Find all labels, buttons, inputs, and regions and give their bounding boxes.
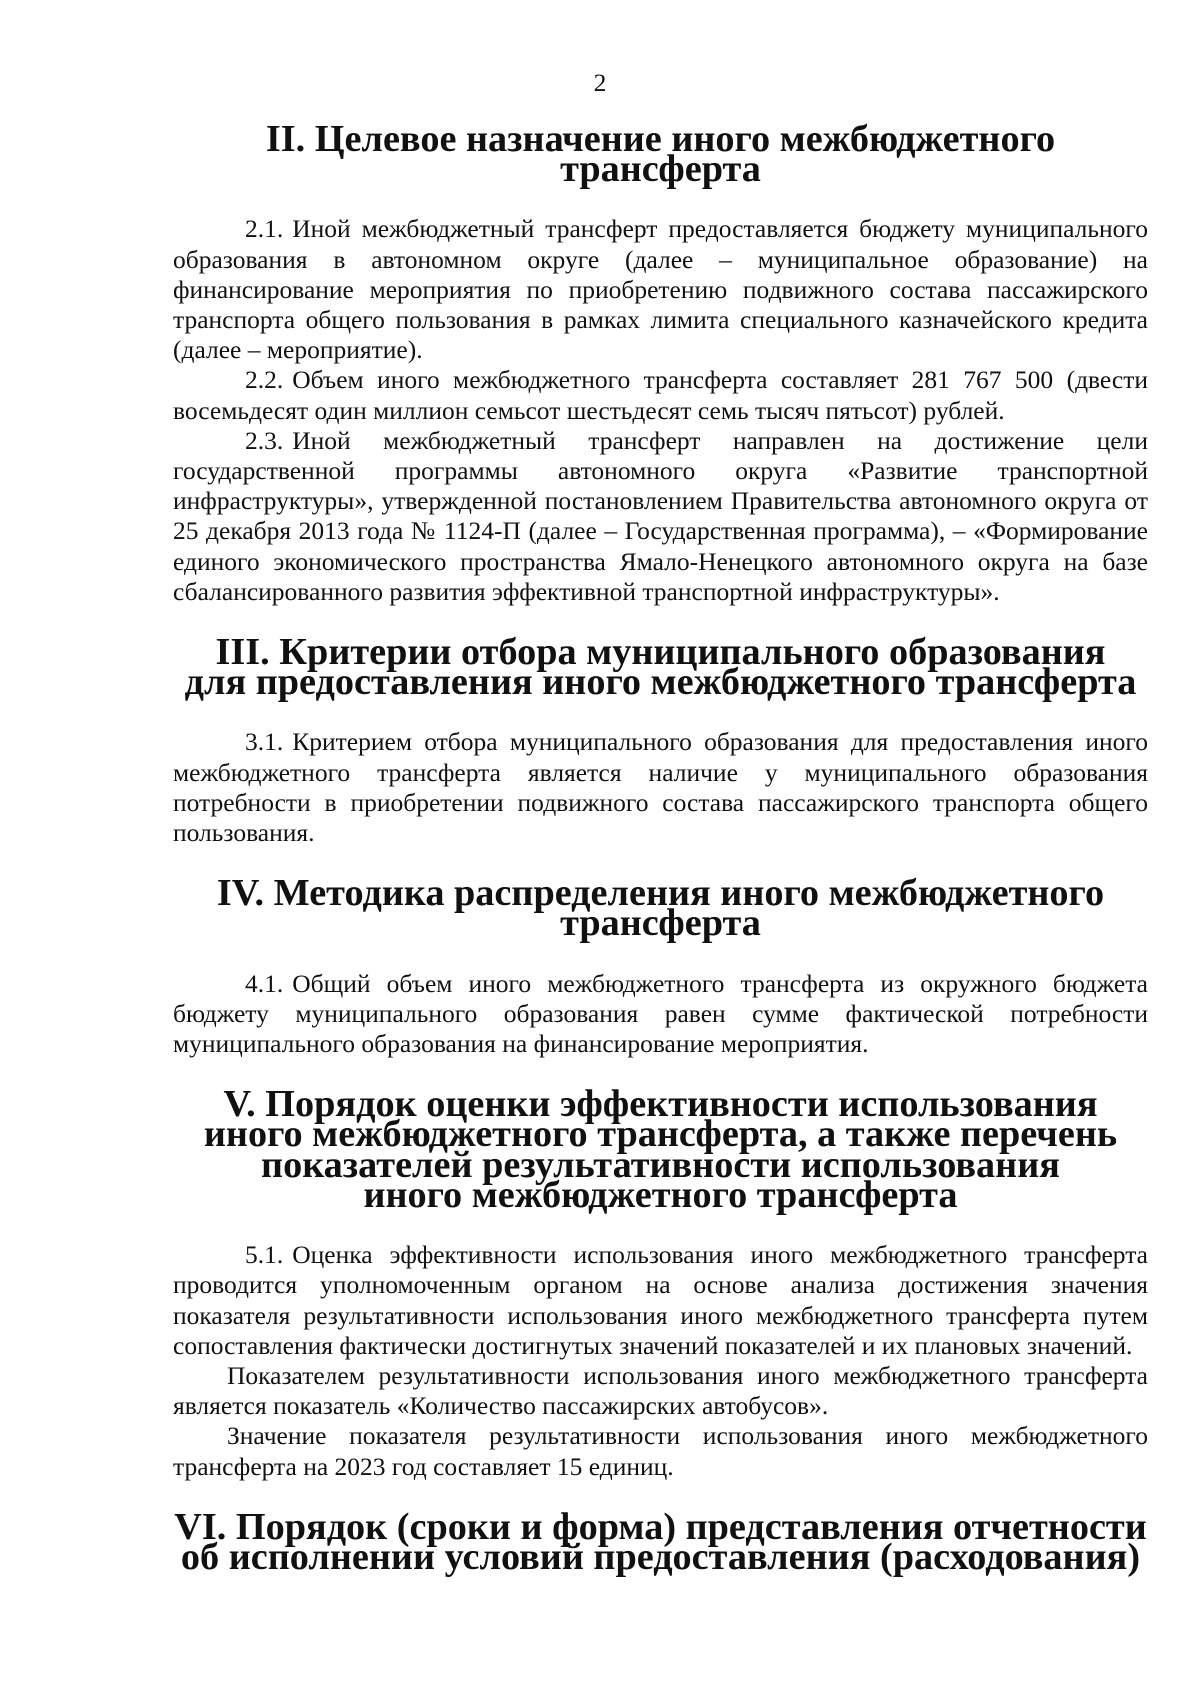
- section-4: [173, 872, 1148, 1059]
- section-5-heading-line: показателей результативности использования: [261, 1143, 1060, 1186]
- document-body: [173, 118, 1148, 1578]
- section-5: [173, 1083, 1148, 1481]
- paragraph-text: Оценка эффективности использования иного межбюджетного трансферта проводится уполномоченным органом на основе анализа достижения значения показателя результативности использования иного межбюджетного трансферта путем сопоставления фактически достигнутых значений показателей и их плановых значений.: [173, 1240, 1148, 1360]
- paragraph-number: 2.3.: [245, 425, 284, 455]
- section-3-heading-line: III. Критерии отбора муниципального образования: [215, 631, 1106, 674]
- section-3-heading-line: для предоставления иного межбюджетного трансферта: [184, 661, 1137, 704]
- paragraph-5-value: [173, 1421, 1148, 1481]
- section-2: [173, 118, 1148, 607]
- paragraph-5-indicator: [173, 1361, 1148, 1421]
- paragraph-2-3: [173, 426, 1148, 607]
- paragraph-text: Критерием отбора муниципального образования для предоставления иного межбюджетного трансферта является наличие у муниципального образования потребности в приобретении подвижного состава пассажирского транспорта общего пользования.: [173, 727, 1148, 848]
- section-5-heading-line: иного межбюджетного трансферта, а также перечень: [203, 1113, 1118, 1156]
- paragraph-4-1: [173, 969, 1148, 1060]
- section-2-heading-line: II. Целевое назначение иного межбюджетного трансферта: [265, 118, 1056, 191]
- paragraph-number: 3.1.: [245, 727, 284, 757]
- paragraph-number: 2.1.: [245, 214, 284, 244]
- paragraph-text: Значение показателя результативности использования иного межбюджетного трансферта на 2023 год составляет 15 единиц.: [173, 1421, 1148, 1481]
- paragraph-3-1: [173, 727, 1148, 848]
- section-4-heading: [173, 872, 1148, 945]
- paragraph-text: Показателем результативности использования иного межбюджетного трансферта является показатель «Количество пассажирских автобусов».: [173, 1360, 1148, 1421]
- section-3: [173, 631, 1148, 848]
- paragraph-text: Иной межбюджетный трансферт направлен на достижение цели государственной программы автономного округа «Развитие транспортной инфраструктуры», утвержденной постановлением Правительства автономного округа от 25 декабря 2013 года № 1124-П (далее – Государственная программа), – «Формирование единого экономического пространства Ямало-Ненецкого автономного округа на базе сбалансированного развития эффективной транспортной инфраструктуры».: [173, 425, 1148, 606]
- section-6-heading: [173, 1505, 1148, 1578]
- paragraph-2-2: [173, 365, 1148, 425]
- page-number: 2: [593, 68, 607, 97]
- paragraph-text: Общий объем иного межбюджетного трансферта из окружного бюджета бюджету муниципального образования равен сумме фактической потребности муниципального образования на финансирование мероприятия.: [173, 968, 1148, 1059]
- paragraph-text: Иной межбюджетный трансферт предоставляется бюджету муниципального образования в автономном округе (далее – муниципальное образование) на финансирование мероприятия по приобретению подвижного состава пассажирского транспорта общего пользования в рамках лимита специального казначейского кредита (далее – мероприятие).: [173, 214, 1148, 365]
- section-5-heading: [173, 1083, 1148, 1216]
- paragraph-5-1: [173, 1240, 1148, 1361]
- section-2-heading: [173, 118, 1148, 191]
- section-3-heading: [173, 631, 1148, 704]
- section-6-heading-line: VI. Порядок (сроки и форма) представления отчетности: [174, 1505, 1147, 1548]
- section-6-heading-line: об исполнении условий предоставления (расходования): [180, 1535, 1141, 1578]
- paragraph-2-1: [173, 214, 1148, 365]
- section-5-heading-line: V. Порядок оценки эффективности использования: [223, 1083, 1098, 1126]
- paragraph-number: 2.2.: [245, 365, 284, 395]
- section-5-heading-line: иного межбюджетного трансферта: [363, 1173, 958, 1216]
- paragraph-text: Объем иного межбюджетного трансферта составляет 281 767 500 (двести восемьдесят один миллион семьсот шестьдесят семь тысяч пятьсот) рублей.: [173, 365, 1148, 425]
- section-4-heading-line: IV. Методика распределения иного межбюджетного трансферта: [216, 872, 1105, 945]
- paragraph-number: 5.1.: [245, 1240, 284, 1270]
- section-6: [173, 1505, 1148, 1578]
- paragraph-number: 4.1.: [245, 968, 284, 998]
